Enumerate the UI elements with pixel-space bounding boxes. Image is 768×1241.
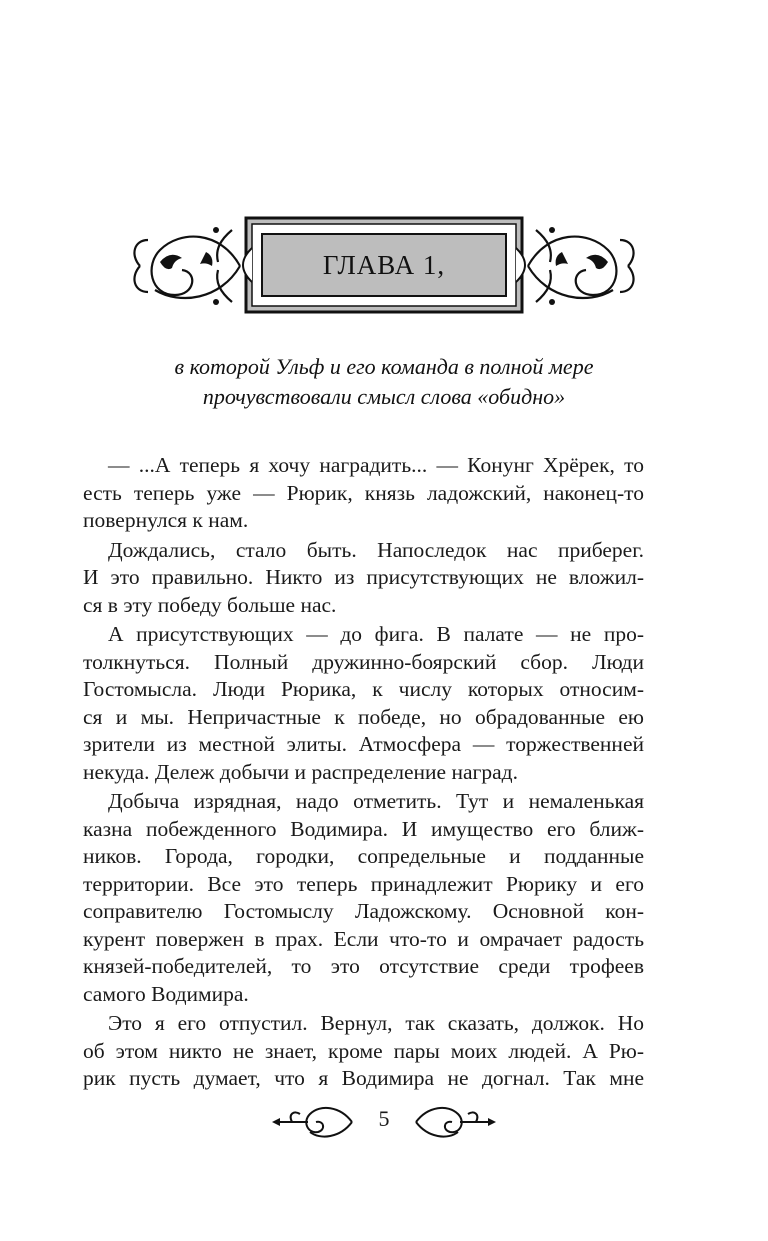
text-line: ников. Города, городки, сопредельные и подданные (83, 844, 644, 868)
paragraph (83, 452, 644, 535)
text-line: зрители из местной элиты. Атмосфера — торжественней (83, 732, 644, 756)
paragraph (83, 1010, 644, 1093)
chapter-subtitle (80, 352, 688, 412)
text-line: курент повержен в прах. Если что-то и омрачает радость (83, 926, 644, 951)
text-line: толкнуться. Полный дружинно-боярский сбор. Люди (83, 649, 644, 674)
paragraph (83, 788, 644, 1008)
text-line: ся в эту победу больше нас. (83, 592, 337, 617)
paragraph (83, 621, 644, 786)
page-footer (270, 1100, 498, 1144)
scroll-ornament-right-icon (414, 1100, 498, 1144)
text-line: казна побежденного Водимира. И имущество его ближ- (83, 816, 644, 841)
text-line: князей-победителей, то это отсутствие среди трофеев (83, 954, 644, 978)
text-line: об этом никто не знает, кроме пары моих людей. А Рю- (83, 1038, 644, 1063)
text-line: некуда. Дележ добычи и распределение наград. (83, 759, 518, 784)
page-number: 5 (378, 1106, 390, 1131)
text-line: Это я его отпустил. Вернул, так сказать, должок. Но (108, 1011, 644, 1035)
text-line: Гостомысла. Люди Рюрика, к числу которых относим- (83, 677, 644, 701)
text-line: повернулся к нам. (83, 508, 249, 532)
text-line: есть теперь уже — Рюрик, князь ладожский, наконец-то (83, 480, 644, 505)
body-text (83, 452, 644, 1095)
text-line: территории. Все это теперь принадлежит Рюрику и его (83, 871, 644, 896)
text-line: А присутствующих — до фига. В палате — не про- (108, 622, 644, 646)
text-line: — ...А теперь я хочу наградить... — Конунг Хрёрек, то (108, 453, 644, 477)
subtitle-line: в которой Ульф и его команда в полной мере (174, 354, 594, 379)
chapter-header (120, 210, 648, 320)
text-line: И это правильно. Никто из присутствующих не вложил- (83, 565, 644, 589)
subtitle-line: прочувствовали смысл слова «обидно» (202, 384, 566, 409)
text-line: самого Водимира. (83, 981, 249, 1006)
text-line: рик пусть думает, что я Водимира не догнал. Так мне (83, 1066, 644, 1090)
paragraph (83, 537, 644, 620)
chapter-title: ГЛАВА 1, (322, 249, 446, 280)
text-line: Дождались, стало быть. Напоследок нас приберег. (108, 537, 644, 562)
text-line: соправителю Гостомыслу Ладожскому. Основной кон- (83, 899, 644, 923)
text-line: ся и мы. Непричастные к победе, но обрадованные ею (83, 704, 644, 729)
scroll-ornament-left-icon (270, 1100, 354, 1144)
text-line: Добыча изрядная, надо отметить. Тут и немаленькая (108, 789, 644, 813)
